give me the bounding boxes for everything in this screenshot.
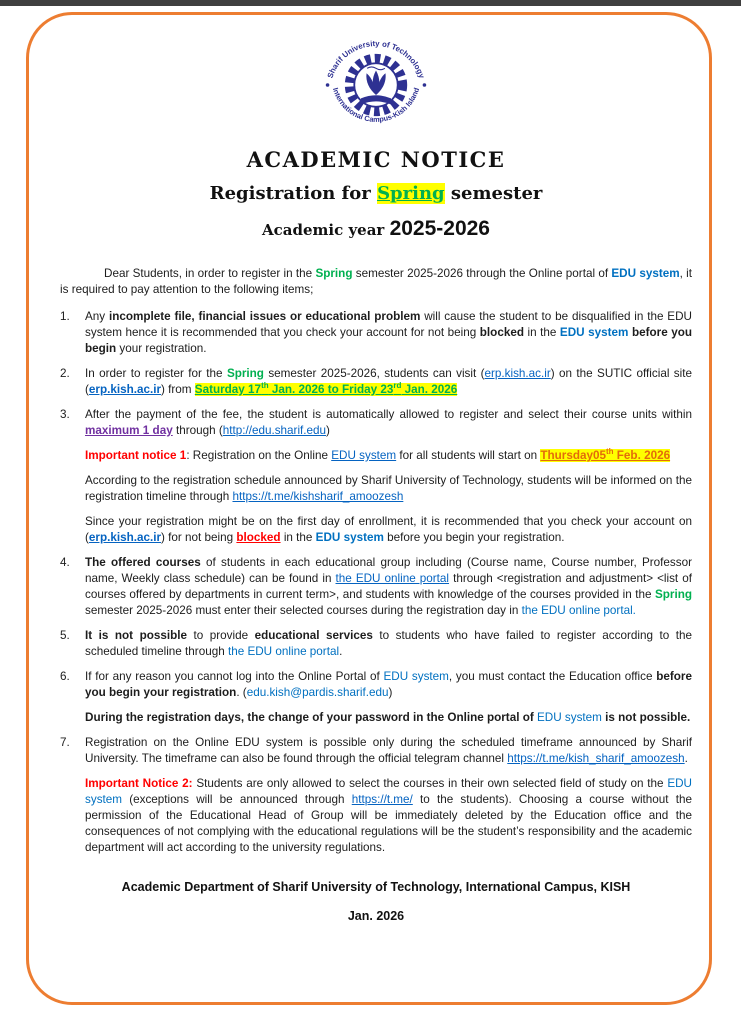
paragraph	[85, 309, 692, 357]
item-number: 5.	[60, 629, 70, 642]
text-run: will cause the student to be disqualified in the EDU system hence it is recommended that you check your account for not being	[85, 310, 692, 339]
item-body	[85, 669, 692, 726]
link[interactable]: EDU system	[331, 449, 397, 462]
link[interactable]: erp.kish.ac.ir	[88, 531, 162, 544]
item-number: 4.	[60, 556, 70, 569]
logo-container	[60, 36, 692, 139]
paragraph	[85, 448, 692, 464]
text-run: Spring	[654, 588, 692, 601]
subtitle-suffix: semester	[444, 183, 543, 204]
text-run: ) from	[161, 383, 195, 396]
text-run: , it is required to pay attention to the following items;	[60, 267, 693, 296]
text-run: ) on the SUTIC official site (	[85, 367, 692, 396]
text-run: ) for not being	[161, 531, 237, 544]
text-run: EDU system	[611, 267, 680, 280]
item-body	[85, 735, 692, 856]
list-item	[60, 309, 692, 357]
notice-list	[60, 309, 692, 856]
text-run: After the payment of the fee, the student is automatically allowed to register and select their course units within	[85, 408, 692, 421]
intro-paragraph	[60, 266, 692, 298]
text-run: in the	[280, 531, 316, 544]
text-run: your registration.	[116, 342, 207, 355]
text-run: According to the registration schedule announced by Sharif University of Technology, students will be informed on the registration timeline through	[85, 474, 692, 503]
paragraph	[85, 776, 692, 856]
notice-document	[60, 36, 692, 923]
text-run: .	[339, 645, 343, 658]
item-body	[85, 366, 692, 398]
list-item	[60, 555, 692, 619]
text-run: It is not possible	[85, 629, 187, 642]
text-run: for all students will start on	[396, 449, 541, 462]
text-run: EDU system	[315, 531, 384, 544]
text-run: to provide	[187, 629, 255, 642]
link[interactable]: edu.kish@pardis.sharif.edu	[246, 686, 389, 699]
text-run: Thursday05	[540, 449, 606, 462]
text-run: Spring	[315, 267, 353, 280]
item-number: 6.	[60, 670, 70, 683]
link[interactable]: the EDU online portal	[335, 572, 450, 585]
subtitle-highlight-spring: Spring	[377, 183, 445, 204]
list-item	[60, 628, 692, 660]
academic-year-label: Academic year	[262, 221, 390, 239]
text-run: Jan. 2026	[401, 383, 458, 396]
university-logo-icon	[320, 36, 432, 134]
text-run: maximum 1 day	[85, 424, 173, 437]
item-number: 3.	[60, 408, 70, 421]
link[interactable]: the EDU online portal.	[521, 604, 636, 617]
link[interactable]: erp.kish.ac.ir	[484, 367, 551, 380]
logo-top-text: Sharif University of Technology	[325, 38, 427, 80]
text-run: incomplete file, financial issues or educational problem	[108, 310, 421, 323]
page-subtitle	[60, 183, 692, 204]
signature-date: Jan. 2026	[347, 909, 405, 923]
text-run: before you begin your registration	[85, 670, 692, 699]
link[interactable]: erp.kish.ac.ir	[88, 383, 162, 396]
list-item	[60, 366, 692, 398]
logo-bottom-text: International Campus-Kish Island	[330, 86, 422, 124]
text-run: blocked	[236, 531, 281, 544]
list-item	[60, 735, 692, 856]
text-run: , you must contact the Education office	[448, 670, 657, 683]
text-run: educational services	[254, 629, 373, 642]
link[interactable]: http://edu.sharif.edu	[222, 424, 327, 437]
text-run: th	[261, 383, 269, 396]
logo-gear-seal	[349, 58, 402, 111]
item-body	[85, 628, 692, 660]
text-run: before you begin	[85, 326, 692, 355]
paragraph	[85, 407, 692, 439]
text-run: Spring	[226, 367, 264, 380]
link[interactable]: EDU system	[85, 777, 692, 806]
logo-left-dot	[326, 83, 330, 87]
text-run: Feb. 2026	[613, 449, 671, 462]
item-body	[85, 407, 692, 546]
text-run: Saturday 17	[194, 383, 262, 396]
item-number: 2.	[60, 367, 70, 380]
list-item	[60, 407, 692, 546]
academic-year-line	[60, 217, 692, 241]
text-run: )	[326, 424, 330, 437]
paragraph	[85, 555, 692, 619]
text-run: (exceptions will be announced through	[122, 793, 352, 806]
paragraph	[85, 710, 692, 726]
text-run: in the	[523, 326, 560, 339]
text-run: to students who have failed to register according to the scheduled timeline through	[85, 629, 692, 658]
item-number: 1.	[60, 310, 70, 323]
text-run: th	[606, 449, 614, 462]
text-run: : Registration on the Online	[186, 449, 332, 462]
text-run: Any	[85, 310, 109, 323]
text-run: Dear Students, in order to register in the	[104, 267, 316, 280]
link[interactable]: the EDU online portal	[227, 645, 340, 658]
text-run: Since your registration might be on the first day of enrollment, it is recommended that you check your account on (	[85, 515, 692, 544]
link[interactable]: EDU system	[536, 711, 602, 724]
paragraph	[85, 514, 692, 546]
paragraph	[85, 628, 692, 660]
text-run: rd	[393, 383, 401, 396]
text-run: to the students). Choosing a course without the permission of the Educational Head of Group will be immediately deleted by the Education office and the consequences of not complying with the educational regulations will be the student’s responsibility and the academic department will act according to the university regulations.	[85, 793, 692, 854]
page-title: ACADEMIC NOTICE	[246, 147, 506, 172]
item-body	[85, 309, 692, 357]
text-run: During the registration days, the change of your password in the Online portal of	[85, 711, 537, 724]
academic-year-value: 2025-2026	[389, 217, 490, 240]
text-run: through (	[172, 424, 223, 437]
item-number: 7.	[60, 736, 70, 749]
list-item	[60, 669, 692, 726]
link[interactable]: https://t.me/	[351, 793, 413, 806]
text-run: semester 2025-2026 must enter their selected courses during the registration day in	[85, 604, 522, 617]
text-run: In order to register for the	[85, 367, 227, 380]
item-body	[85, 555, 692, 619]
text-run: The offered courses	[85, 556, 201, 569]
signature-line: Academic Department of Sharif University of Technology, International Campus, KISH	[121, 880, 631, 894]
text-run: semester 2025-2026 through the Online portal of	[352, 267, 612, 280]
text-run: . (	[236, 686, 247, 699]
window-top-bar	[0, 0, 741, 6]
text-run: EDU system	[559, 326, 629, 339]
text-run: through <registration and adjustment> <list of courses offered by departments in current term>, and students with knowledge of the courses provided in the	[85, 572, 692, 601]
paragraph	[85, 473, 692, 505]
paragraph	[85, 669, 692, 701]
text-run: of students in each educational group including (Course name, Course number, Professor name, Weekly class schedule) can be found in	[85, 556, 692, 585]
text-run: If for any reason you cannot log into the Online Portal of	[85, 670, 384, 683]
text-run: Students are only allowed to select the courses in their own selected field of study on the	[192, 777, 668, 790]
text-run: semester 2025-2026, students can visit (	[263, 367, 485, 380]
text-run: Important notice 1	[85, 449, 187, 462]
text-run: is not possible.	[601, 711, 691, 724]
text-run: blocked	[479, 326, 524, 339]
text-run: .	[684, 752, 688, 765]
link[interactable]: EDU system	[383, 670, 449, 683]
text-run: before you begin your registration.	[383, 531, 565, 544]
paragraph	[85, 735, 692, 767]
logo-right-dot	[423, 83, 427, 87]
subtitle-prefix: Registration for	[209, 183, 378, 204]
paragraph	[85, 366, 692, 398]
text-run: Jan. 2026 to Friday 23	[268, 383, 394, 396]
link[interactable]: https://t.me/kishsharif_amoozesh	[232, 490, 404, 503]
text-run: )	[388, 686, 393, 699]
text-run: Registration on the Online EDU system is possible only during the scheduled timeframe announced by Sharif University. The timeframe can also be found through the official telegram channel	[85, 736, 692, 765]
link[interactable]: https://t.me/kish_sharif_amoozesh	[507, 752, 685, 765]
text-run: Important Notice 2:	[85, 777, 193, 790]
